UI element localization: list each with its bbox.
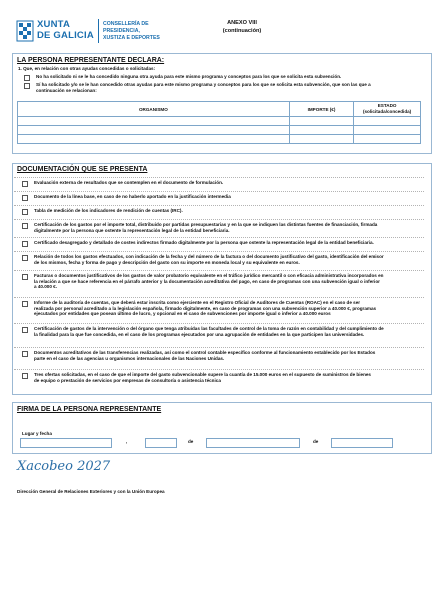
document-checkbox[interactable] xyxy=(22,255,28,261)
document-checkbox[interactable] xyxy=(22,301,28,307)
table-row xyxy=(18,117,421,126)
option1-checkbox[interactable] xyxy=(24,75,30,81)
col-importe: IMPORTE (€) xyxy=(289,102,353,117)
option2-checkbox[interactable] xyxy=(24,83,30,89)
document-text-line: Certificación de los gastos por el importe total, distribuido por partidas presupuestarias y en la que se indiquen las distintas fuentes de financiación, firmada xyxy=(34,222,378,227)
document-text xyxy=(34,194,418,200)
document-separator xyxy=(14,205,424,206)
logo-divider xyxy=(98,19,99,43)
logo-line2: DE GALICIA xyxy=(37,30,94,41)
document-checkbox[interactable] xyxy=(22,241,28,247)
firma-title: FIRMA DE LA PERSONA REPRESENTANTE xyxy=(17,406,162,413)
estado-cell[interactable] xyxy=(354,117,421,126)
col-estado-label: ESTADO xyxy=(377,103,397,108)
declara-title: LA PERSONA REPRESENTANTE DECLARA: xyxy=(17,57,165,64)
comma-separator: , xyxy=(126,439,128,444)
document-text-line: de los mismos, fecha y forma de pago y descripción del gasto con su importe en moneda local y su equivalente en euros. xyxy=(34,259,300,265)
ayudas-table xyxy=(17,101,421,144)
xunta-logo xyxy=(16,18,176,48)
document-text-line: Tabla de medición de los indicadores de rendición de cuentas (IRC). xyxy=(34,208,183,213)
importe-cell[interactable] xyxy=(289,135,353,144)
documentacion-title: DOCUMENTACIÓN QUE SE PRESENTA xyxy=(17,166,148,173)
document-text xyxy=(34,326,418,337)
document-separator xyxy=(14,270,424,271)
document-checkbox[interactable] xyxy=(22,195,28,201)
anexo-subtitle: (continuación) xyxy=(222,28,262,34)
document-text-line: Documentos acreditativos de las transferencias realizadas, así como el control contable específico conforme al funcionamiento establecido por los Estados xyxy=(34,350,376,355)
document-separator xyxy=(14,177,424,178)
document-checkbox[interactable] xyxy=(22,373,28,379)
organismo-cell[interactable] xyxy=(18,126,290,135)
document-text xyxy=(34,300,418,317)
month-input[interactable] xyxy=(206,438,300,448)
document-text xyxy=(34,240,418,246)
document-text-line: Certificado desagregado y detallado de costes indirectos firmado digitalmente por la persona que ostente la representación legal de la entidad beneficiaria. xyxy=(34,240,374,245)
document-checkbox[interactable] xyxy=(22,209,28,215)
document-separator xyxy=(14,237,424,238)
importe-cell[interactable] xyxy=(289,117,353,126)
logo-line1: XUNTA xyxy=(37,19,71,30)
document-separator xyxy=(14,219,424,220)
document-separator xyxy=(14,369,424,370)
xacobeo-logo: Xacobeo 2027 xyxy=(17,459,111,474)
document-separator xyxy=(14,191,424,192)
declara-item1: 1. Que, en relación con otras ayudas concedidas o solicitadas: xyxy=(18,66,156,71)
de-label-1: de xyxy=(188,439,194,444)
document-text-line: la relación a que se hace referencia en el párrafo anterior y la documentación acreditativa del pago, en caso de programas con una subvención igual o inferior xyxy=(34,278,380,284)
organismo-cell[interactable] xyxy=(18,117,290,126)
document-text-line: Facturas o documentos justificativos de los gastos de valor probatorio equivalente en el tráfico jurídico mercantil o con eficacia administrativa incorporados en xyxy=(34,273,384,278)
footer-text: Dirección General de Relaciones Exteriores y con la Unión Europea xyxy=(17,489,165,494)
document-text-line: Certificación de gastos de la intervención o del órgano que tenga atribuidas las facultades de control de la toma de razón en contabilidad y del cumplimiento de xyxy=(34,326,384,331)
document-text-line: Evaluación externa de resultados que se contemplen en el documento de formulación. xyxy=(34,180,224,185)
document-text-line: Relación de todos los gastos efectuados, con indicación de la fecha y del número de la factura o del documento justificativo del gasto, identificación del emisor xyxy=(34,254,384,259)
document-text-line: digitalmente por la persona que ostente la representación legal de la entidad beneficiaria. xyxy=(34,227,230,233)
lugar-fecha-label: Lugar y fecha xyxy=(22,431,52,436)
conselleria-line3: XUSTIZA E DEPORTES xyxy=(103,35,160,41)
document-text-line: ejecutados por entidades que posean último de lucro, y opcional en el caso de subvenciones por importe igual o inferior a 40.000 euros xyxy=(34,311,331,317)
conselleria-line2: PRESIDENCIA, xyxy=(103,28,140,34)
document-text-line: parte en el caso de las agencias u organismos internacionales de las Naciones Unidas. xyxy=(34,355,225,361)
day-input[interactable] xyxy=(145,438,177,448)
document-text-line: realizada por personal acreditado a la legislación española, firmado digitalmente, en caso de programas con una subvención superior a 40.000 €, programas xyxy=(34,305,377,311)
document-text-line: Documento de la línea base, en caso de no haberlo aportado en la justificación intermedia xyxy=(34,194,231,199)
document-checkbox[interactable] xyxy=(22,223,28,229)
col-estado-sub: (solicitada/concedida) xyxy=(362,109,412,114)
document-checkbox[interactable] xyxy=(22,181,28,187)
document-checkbox[interactable] xyxy=(22,351,28,357)
document-separator xyxy=(14,297,424,298)
document-checkbox[interactable] xyxy=(22,274,28,280)
document-text xyxy=(34,254,418,265)
document-text xyxy=(34,350,418,361)
document-text xyxy=(34,208,418,214)
organismo-cell[interactable] xyxy=(18,135,290,144)
estado-cell[interactable] xyxy=(354,135,421,144)
lugar-input[interactable] xyxy=(20,438,112,448)
col-estado xyxy=(354,102,421,117)
importe-cell[interactable] xyxy=(289,126,353,135)
option2-text: Sí ha solicitado y/o se le han concedido otras ayudas para este mismo programa y conceptos para los que se solicita esta subvención, que son las que a xyxy=(36,82,371,87)
option2-text-cont: continuación se relacionan: xyxy=(36,88,97,93)
document-separator xyxy=(14,251,424,252)
document-text-line: a 40.000 €. xyxy=(34,284,57,290)
document-text xyxy=(34,222,418,233)
document-text-line: la finalidad para la que fue concedida, en el caso de los programas ejecutados por una agrupación de entidades en la que participen las universidades. xyxy=(34,331,365,337)
document-text-line: Tres ofertas solicitadas, en el caso de que el importe del gasto subvencionable supere la cuantía de 15.000 euros en el supuesto de suministros de bienes xyxy=(34,372,371,377)
conselleria-line1: CONSELLERÍA DE xyxy=(103,21,149,27)
estado-cell[interactable] xyxy=(354,126,421,135)
document-separator xyxy=(14,347,424,348)
document-separator xyxy=(14,323,424,324)
table-row xyxy=(18,135,421,144)
document-text xyxy=(34,273,418,290)
year-input[interactable] xyxy=(331,438,393,448)
option1-text: No ha solicitado ni se le ha concedido ninguna otra ayuda para este mismo programa y conceptos para los que se solicita esta subvención. xyxy=(36,74,342,79)
de-label-2: de xyxy=(313,439,319,444)
document-checkbox[interactable] xyxy=(22,327,28,333)
document-text-line: de equipo o prestación de servicios por empresas de consultoría o asistencia técnica xyxy=(34,377,221,383)
xunta-emblem-icon xyxy=(16,20,34,42)
table-row xyxy=(18,126,421,135)
document-text xyxy=(34,180,418,186)
anexo-title: ANEXO VIII xyxy=(227,20,257,26)
col-organismo: ORGANISMO xyxy=(18,102,290,117)
document-text-line: Informe de la auditoría de cuentas, que deberá estar inscrita como ejerciente en el Registro Oficial de Auditores de Cuentas (ROAC) en el caso de ser xyxy=(34,300,361,305)
document-text xyxy=(34,372,418,383)
